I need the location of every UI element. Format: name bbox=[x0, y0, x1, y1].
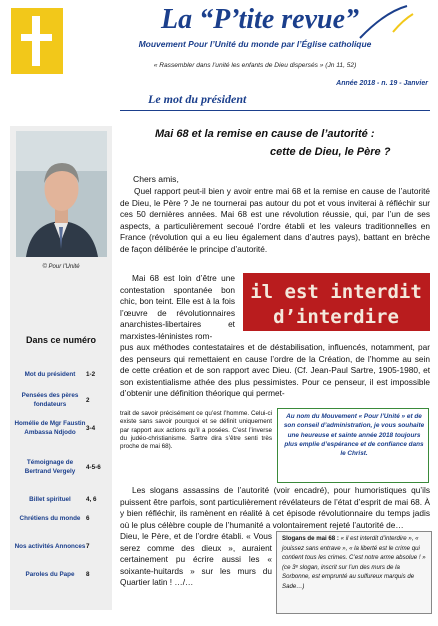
toc-item-page: 6 bbox=[86, 515, 90, 522]
toc-heading-text: Dans ce numéro bbox=[25, 335, 97, 345]
paragraph: Mai 68 est loin d’être une contestation spontanée bon chic, bon teint. Elle est à la fois l’œuvre de révolutionnaires anarchistes-libertaires et marxistes-léninistes rom- bbox=[120, 273, 235, 341]
paragraph: Quel rapport peut-il bien y avoir entre mai 68 et la remise en cause de l’autorité de Dieu, le Père ? Je ne tournerai pas autour du pot et vous inviterai à réfléchir sur ces 50 dernières années. Mai 68 est une révolution réussie, qui, par l’un de ses aspects, a particulièrement secoué l’ordre établi et les valeurs traditionnelles en France (révolution qui a eu lieu également dans d’autres pays), battant en brèche de façon délibérée le principe d’autorité. bbox=[120, 186, 430, 254]
toc-item-label: Nos activités Annonces bbox=[14, 543, 86, 550]
paragraph: pus aux méthodes contestataires et de déstabilisation, influencés, notamment, par des penseurs qui remettaient en cause l’ordre de la Création, de l’homme au sein de cette création et de son rapport avec Dieu. (Cf. Jean-Paul Sartre, 1905-1980, et son existentialisme athée des plus pessimistes. Pour ce penseur, il est impossible d’obtenir une définition théorique qui permet- bbox=[120, 342, 430, 398]
slogans-text bbox=[282, 534, 427, 591]
greeting: Chers amis, bbox=[133, 174, 179, 184]
cross-logo bbox=[11, 8, 63, 74]
paragraph: Les slogans assassins de l’autorité (voir encadré), pour humoristiques qu’ils puissent être parfois, sont particulièrement révélateurs de l’état d’esprit de mai 68. À y bien réfléchir, ils ramènent en réalité à cet épisode révolutionnaire du temps jadis où le plus célèbre couple de l’humanité a volontairement rejeté l’autorité de… bbox=[120, 485, 430, 530]
toc-item-label: Pensées des pères fondateurs bbox=[21, 392, 79, 408]
scripture-quote: « Rassembler dans l’unité les enfants de Dieu dispersés » (Jn 11, 52) bbox=[153, 62, 357, 69]
toc-item[interactable] bbox=[14, 391, 110, 409]
toc-item[interactable] bbox=[14, 370, 110, 379]
toc-item-page: 8 bbox=[86, 571, 90, 578]
toc-item-label: Témoignage de Bertrand Vergely bbox=[24, 459, 76, 475]
toc-item-page: 7 bbox=[86, 543, 90, 550]
poster-line2: d’interdire bbox=[273, 306, 399, 328]
poster-line1: il est interdit bbox=[250, 281, 422, 303]
slogans-body: « il est interdit d’interdire », « jouissez sans entrave », « la liberté est le crime qui contient tous les crimes. C’est notre arme absolue ! » (ce 3ᵉ slogan, inscrit sur l’un des murs de la Sorbonne, est emprunté au sulfureux marquis de Sade…) bbox=[282, 535, 426, 590]
toc-item-page: 2 bbox=[86, 396, 90, 404]
toc-item-page: 4-5-6 bbox=[86, 463, 101, 471]
paragraph: Dieu, le Père, et de l’ordre établi. « Vous serez comme des dieux », auraient certainement pu écrire aussi les « soixante-huitards » sur les murs du Quartier latin ! …/… bbox=[120, 531, 272, 587]
issue-info: Année 2018 - n. 19 - Janvier bbox=[336, 80, 428, 87]
toc-item-label: Mot du président bbox=[24, 371, 76, 378]
article-title: Mai 68 et la remise en cause de l’autorité : bbox=[155, 128, 375, 140]
swoosh-decoration-icon bbox=[355, 2, 415, 42]
toc-item[interactable] bbox=[14, 542, 110, 551]
toc-item-label: Homélie de Mgr Faustin Ambassa Ndjodo bbox=[14, 420, 86, 436]
toc-item-label: Paroles du Pape bbox=[25, 571, 75, 578]
toc-item[interactable] bbox=[14, 495, 110, 504]
toc-item-label: Chrétiens du monde bbox=[19, 515, 81, 522]
article-title-line2: cette de Dieu, le Père ? bbox=[270, 146, 391, 158]
president-photo bbox=[16, 131, 107, 257]
portrait-icon bbox=[16, 131, 107, 257]
section-title: Le mot du président bbox=[148, 92, 247, 106]
toc-item[interactable] bbox=[14, 570, 110, 579]
toc-item-label: Billet spirituel bbox=[29, 496, 71, 503]
divider bbox=[120, 110, 430, 111]
toc-item[interactable] bbox=[14, 514, 110, 523]
toc-item-page: 1-2 bbox=[86, 371, 96, 378]
toc-heading bbox=[10, 334, 112, 346]
toc-item-page: 4, 6 bbox=[86, 496, 97, 503]
slogans-label: Slogans de mai 68 : bbox=[282, 535, 339, 542]
toc-item[interactable] bbox=[14, 458, 110, 476]
newsletter-subtitle: Mouvement Pour l’Unité du monde par l’Église catholique bbox=[138, 39, 372, 49]
paragraph-note: trait de savoir précisément ce qu’est l’homme. Celui-ci existe sans savoir pourquoi et se définit uniquement par rapport aux actions qu’il a posées. C’est l’inverse du judéo-christianisme. Sartre dira s’être senti très proche de mai 68). bbox=[120, 410, 272, 451]
photo-caption: © Pour l’Unité bbox=[42, 264, 80, 270]
newsletter-title: La “P’tite revue” bbox=[160, 4, 359, 35]
cross-vertical bbox=[32, 16, 40, 66]
wishes-text: Au nom du Mouvement « Pour l’Unité » et de son conseil d’administration, je vous souhaite une heureuse et sainte année 2018 toujours plus emplie d’espérance et de confiance dans le Christ. bbox=[283, 413, 425, 458]
toc-item-page: 3-4 bbox=[86, 424, 96, 432]
toc-item[interactable] bbox=[14, 419, 110, 437]
cross-horizontal bbox=[21, 34, 52, 41]
poster-graffiti bbox=[243, 273, 430, 331]
poster-image bbox=[243, 273, 430, 331]
